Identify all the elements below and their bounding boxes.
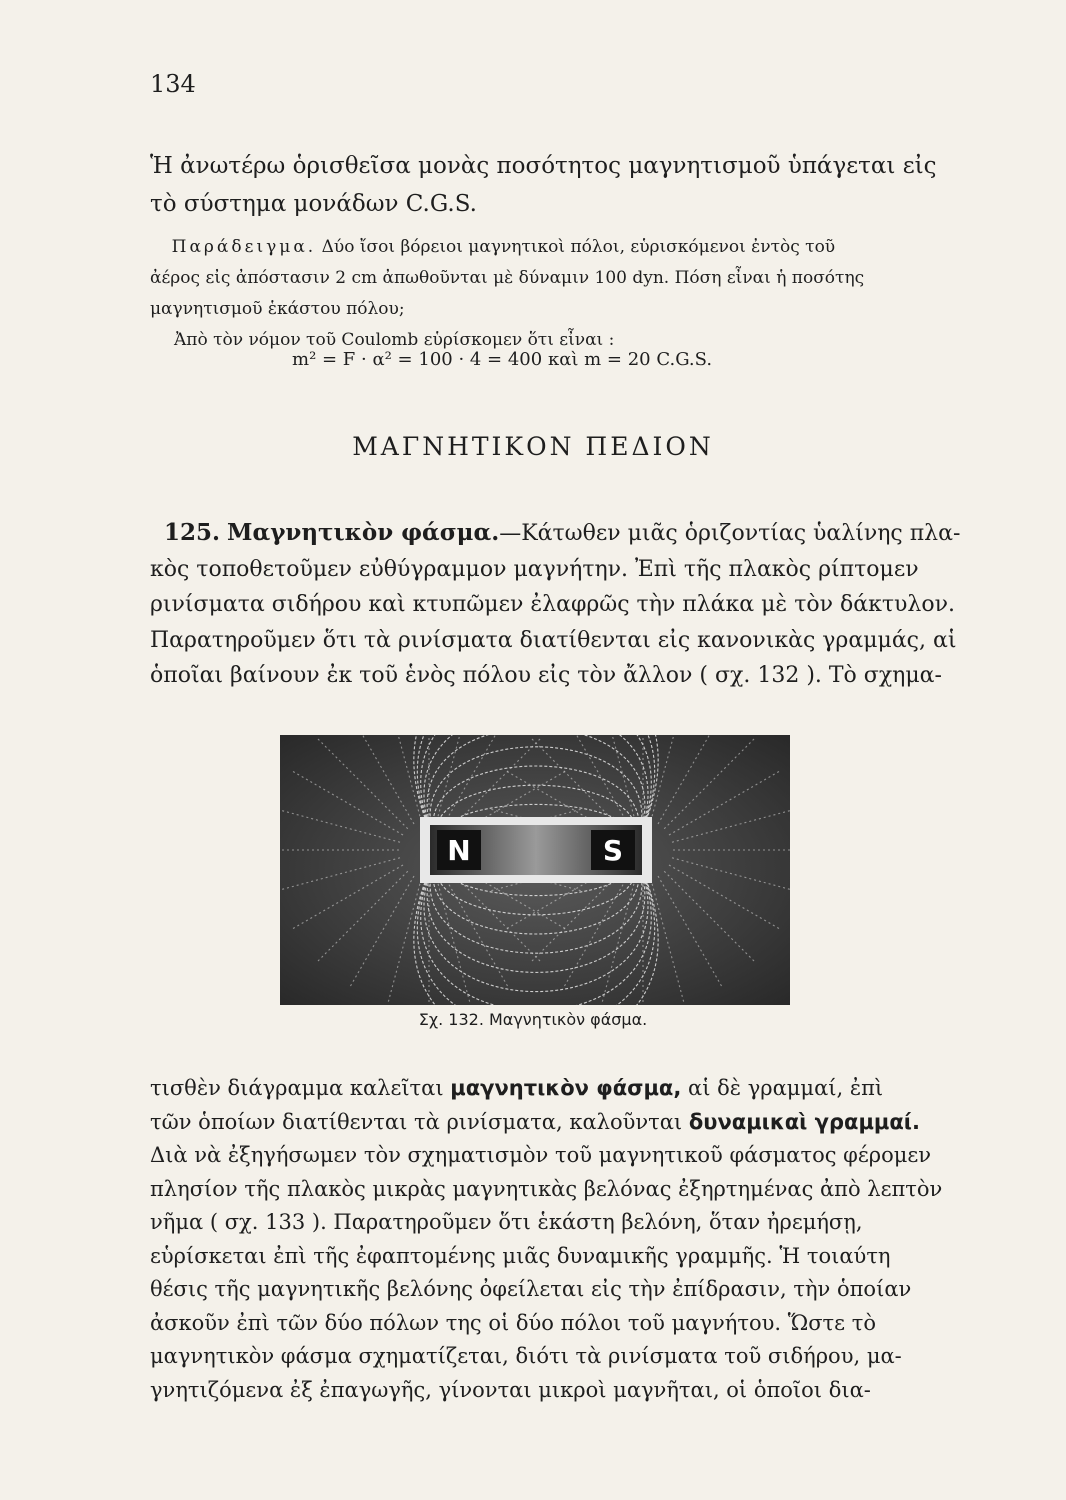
coulomb-formula: m² = F · α² = 100 · 4 = 400 καὶ m = 20 C.G.S. — [292, 349, 713, 370]
section-heading: ΜΑΓΝΗΤΙΚΟΝ ΠΕΔΙΟΝ — [352, 432, 714, 461]
continuation-line-6: εὑρίσκεται ἐπὶ τῆς ἐφαπτομένης μιᾶς δυναμικῆς γραμμῆς. Ἡ τοιαύτη — [150, 1243, 891, 1268]
continuation-line-2 — [150, 1106, 1018, 1140]
page-number: 134 — [150, 70, 196, 98]
north-pole-label: N — [447, 834, 471, 867]
section-line-2: κὸς τοποθετοῦμεν εὐθύγραμμον μαγνήτην. Ἐπὶ τῆς πλακὸς ρίπτομεν — [150, 556, 919, 582]
example-line-4: Ἀπὸ τὸν νόμον τοῦ Coulomb εὑρίσκομεν ὅτι εἶναι : — [174, 330, 615, 350]
continuation-line-10: γνητιζόμενα ἐξ ἐπαγωγῆς, γίνονται μικροὶ μαγνῆται, οἱ ὁποῖοι δια- — [150, 1377, 871, 1402]
intro-line-1: Ἡ ἀνωτέρω ὁρισθεῖσα μονὰς ποσότητος μαγνητισμοῦ ὑπάγεται εἰς — [150, 153, 937, 179]
section-paragraph — [150, 515, 1018, 694]
section-line-4: Παρατηροῦμεν ὅτι τὰ ρινίσματα διατίθενται εἰς κανονικὰς γραμμάς, αἱ — [150, 627, 957, 653]
example-label: Παράδειγμα. — [171, 237, 317, 257]
section-title: Μαγνητικὸν φάσμα. — [227, 519, 500, 546]
continuation-line-1-end: αἱ δὲ γραμμαί, ἐπὶ — [688, 1076, 884, 1100]
magnetic-field-image — [280, 735, 790, 1005]
continuation-line-5: νῆμα ( σχ. 133 ). Παρατηροῦμεν ὅτι ἑκάστη βελόνη, ὅταν ἠρεμήσῃ, — [150, 1210, 863, 1234]
section-number: 125. — [164, 519, 221, 546]
section-line-1-text: —Κάτωθεν μιᾶς ὁριζοντίας ὑαλίνης πλα- — [499, 521, 961, 546]
continuation-paragraph — [150, 1072, 1018, 1407]
example-line-1-text: Δύο ἴσοι βόρειοι μαγνητικοὶ πόλοι, εὑρισκόμενοι ἐντὸς τοῦ — [321, 237, 836, 257]
example-line-1 — [150, 232, 1018, 263]
term-field-lines: δυναμικαὶ γραμμαί. — [688, 1109, 920, 1134]
continuation-line-1-start: τισθὲν διάγραμμα καλεῖται — [150, 1076, 444, 1100]
continuation-line-7: θέσις τῆς μαγνητικῆς βελόνης ὀφείλεται εἰς τὴν ἐπίδρασιν, τὴν ὁποίαν — [150, 1277, 912, 1301]
section-line-5: ὁποῖαι βαίνουν ἐκ τοῦ ἑνὸς πόλου εἰς τὸν ἄλλον ( σχ. 132 ). Τὸ σχημα- — [150, 663, 942, 688]
continuation-line-8: ἀσκοῦν ἐπὶ τῶν δύο πόλων της οἱ δύο πόλοι τοῦ μαγνήτου. Ὥστε τὸ — [150, 1310, 876, 1335]
example-line-3: μαγνητισμοῦ ἑκάστου πόλου; — [150, 299, 405, 319]
continuation-line-9: μαγνητικὸν φάσμα σχηματίζεται, διότι τὰ ρινίσματα τοῦ σιδήρου, μα- — [150, 1344, 902, 1368]
intro-paragraph — [150, 147, 1018, 223]
example-line-2: ἀέρος εἰς ἀπόστασιν 2 cm ἀπωθοῦνται μὲ δύναμιν 100 dyn. Πόση εἶναι ἡ ποσότης — [150, 268, 865, 288]
figure-caption: Σχ. 132. Μαγνητικὸν φάσμα. — [418, 1010, 648, 1029]
intro-line-2: τὸ σύστημα μονάδων C.G.S. — [150, 191, 477, 217]
section-line-1 — [150, 515, 1018, 552]
continuation-line-3: Διὰ νὰ ἐξηγήσωμεν τὸν σχηματισμὸν τοῦ μαγνητικοῦ φάσματος φέρομεν — [150, 1143, 932, 1167]
term-magnetic-spectrum: μαγνητικὸν φάσμα, — [450, 1076, 682, 1100]
magnetic-spectrum-figure — [280, 735, 790, 1005]
continuation-line-2-start: τῶν ὁποίων διατίθενται τὰ ρινίσματα, καλοῦνται — [150, 1109, 683, 1134]
continuation-line-1 — [150, 1072, 1018, 1106]
example-paragraph — [150, 232, 1018, 356]
continuation-line-4: πλησίον τῆς πλακὸς μικρὰς μαγνητικὰς βελόνας ἐξηρτημένας ἀπὸ λεπτὸν — [150, 1176, 943, 1201]
section-line-3: ρινίσματα σιδήρου καὶ κτυπῶμεν ἐλαφρῶς τὴν πλάκα μὲ τὸν δάκτυλον. — [150, 592, 955, 617]
south-pole-label: S — [602, 834, 624, 867]
